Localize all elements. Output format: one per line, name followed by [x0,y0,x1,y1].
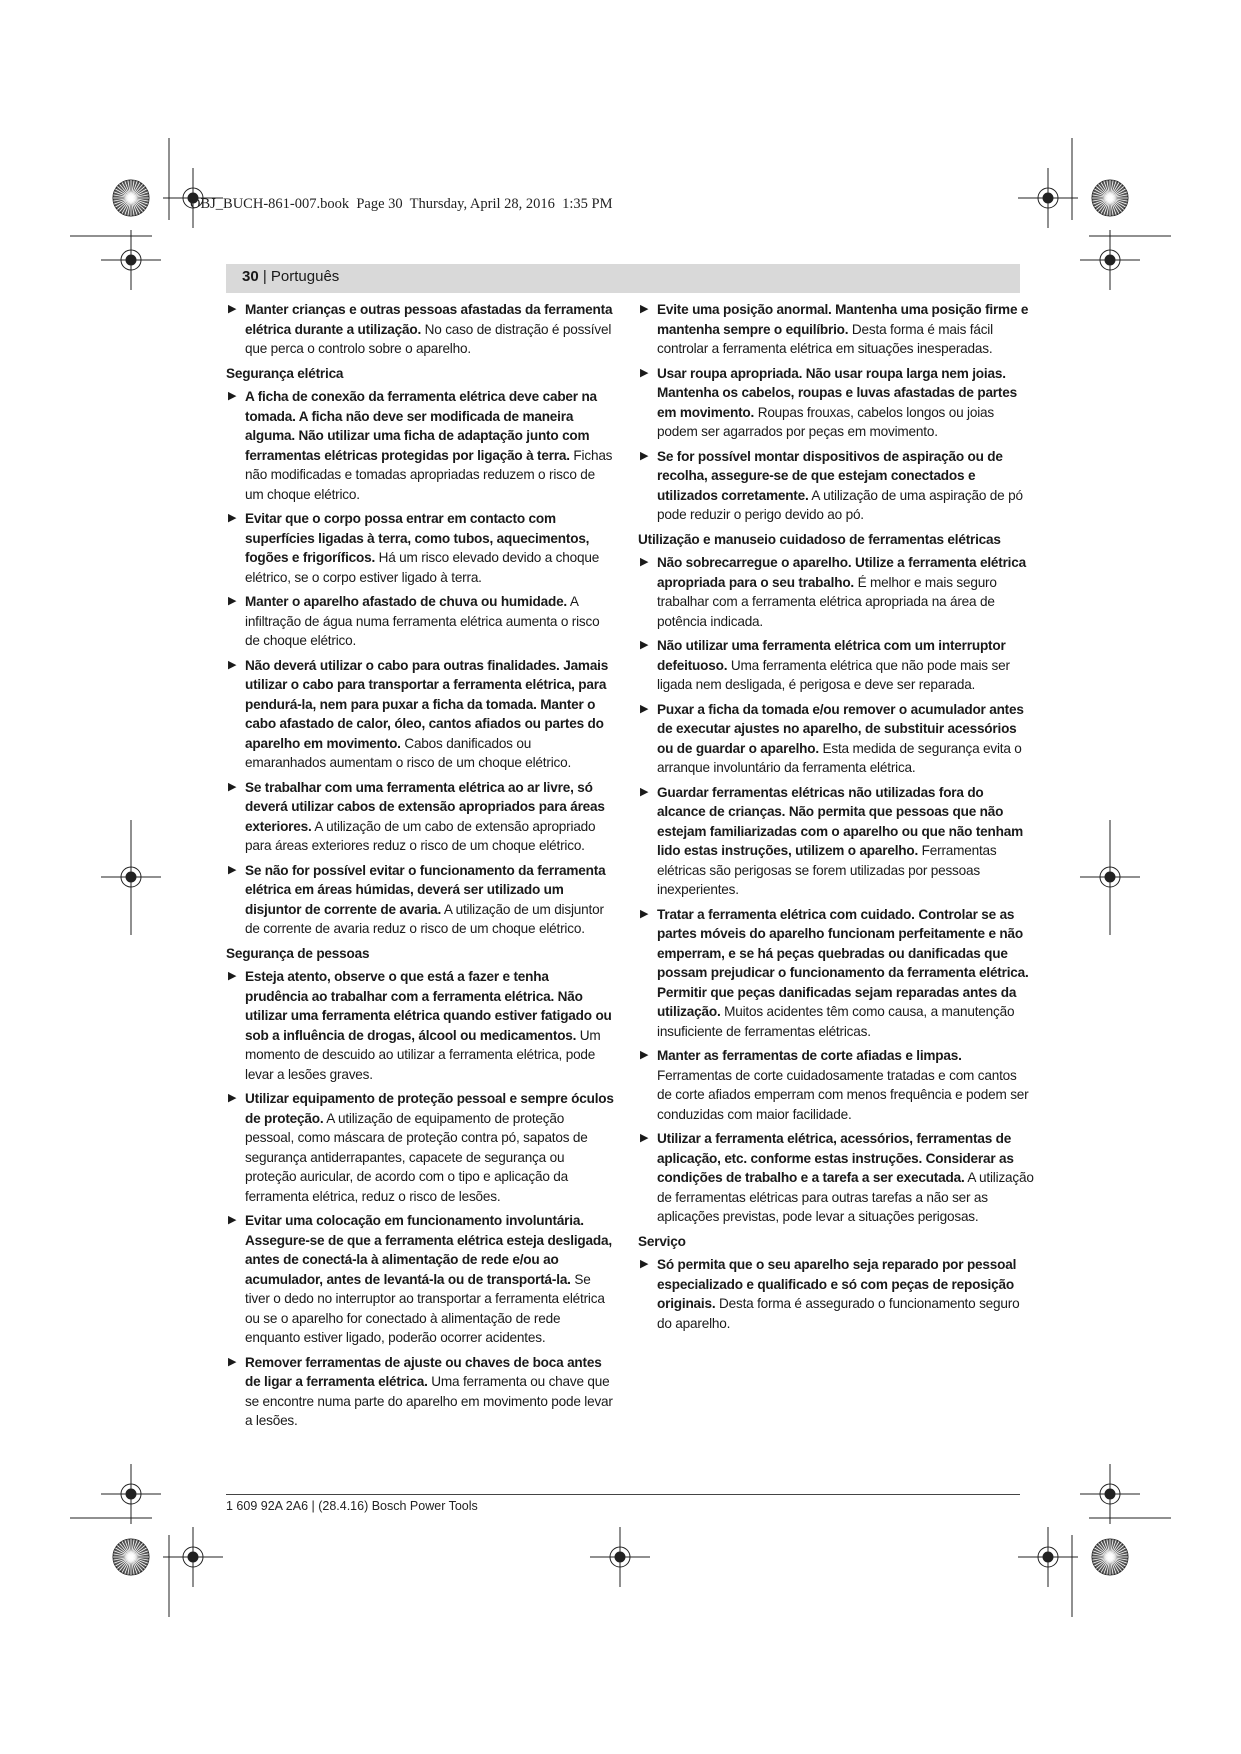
section-heading: Segurança de pessoas [226,945,370,961]
instruction-text: É melhor e mais seguro trabalhar com a ferramenta elétrica apropriada na área de potência indicada. [657,574,997,629]
instruction-bold: Se trabalhar com uma ferramenta elétrica ao ar livre, só deverá utilizar cabos de extensão apropriados para áreas exteriores. [245,779,605,834]
instruction-text: A utilização de ferramentas elétricas para outras tarefas a não ser as aplicações previstas, pode levar a situações perigosas. [657,1170,1034,1224]
triangle-bullet-icon: ▶ [640,702,649,715]
instruction-text: Uma ferramenta ou chave que se encontre numa parte do aparelho em movimento pode levar a lesões. [245,1374,613,1428]
instruction-bold: Manter o aparelho afastado de chuva ou humidade. [245,594,568,609]
instruction-bold: A ficha de conexão da ferramenta elétrica deve caber na tomada. A ficha não deve ser modificada de maneira alguma. Não utilizar uma ficha de adaptação junto com ferramentas elétricas protegidas por ligação à terra. [245,389,597,463]
right-column [638,300,1034,1338]
instruction-text: Cabos danificados ou emaranhados aumentam o risco de um choque elétrico. [245,735,572,770]
triangle-bullet-icon: ▶ [228,658,237,671]
page-header-bar [226,264,1020,293]
instruction-text: No caso de distração é possível que perca o controlo sobre o aparelho. [245,321,612,356]
safety-item [226,778,614,856]
instruction-text: Fichas não modificadas e tomadas apropriadas reduzem o risco de um choque elétrico. [245,447,613,502]
instruction-bold: Se for possível montar dispositivos de aspiração ou de recolha, assegure-se de que estejam conectados e utilizados corretamente. [657,448,1003,503]
instruction-bold: Evite uma posição anormal. Mantenha uma posição firme e mantenha sempre o equilíbrio. [657,302,1029,337]
safety-item [226,300,614,359]
instruction-bold: Evitar uma colocação em funcionamento involuntária. Assegure-se de que a ferramenta elétrica esteja desligada, antes de conectá-la à alimentação de rede e/ou ao acumulador, antes de levantá-la ou de transportá-la. [245,1213,612,1287]
section-heading: Serviço [638,1233,686,1249]
left-column [226,300,614,1436]
instruction-text: Há um risco elevado devido a choque elétrico, se o corpo estiver ligado à terra. [245,550,600,585]
triangle-bullet-icon: ▶ [228,595,237,607]
triangle-bullet-icon: ▶ [228,512,237,524]
triangle-bullet-icon: ▶ [228,780,237,793]
safety-item [226,1211,614,1348]
instruction-text: A utilização de um disjuntor de corrente de avaria reduz o risco de um choque elétrico. [245,901,604,936]
safety-item [226,1089,614,1206]
page-language: Português [270,268,340,285]
triangle-bullet-icon: ▶ [228,390,237,402]
instruction-text: A infiltração de água numa ferramenta elétrica aumenta o risco de choque elétrico. [245,594,600,648]
triangle-bullet-icon: ▶ [640,785,649,798]
instruction-text: Um momento de descuido ao utilizar a ferramenta elétrica, pode levar a lesões graves. [245,1027,601,1082]
instruction-text: A utilização de um cabo de extensão apropriado para áreas exteriores reduz o risco de um choque elétrico. [245,818,596,853]
safety-item [226,1353,614,1431]
safety-item [226,861,614,939]
triangle-bullet-icon: ▶ [640,1132,649,1144]
section-heading: Utilização e manuseio cuidadoso de ferramentas elétricas [638,531,1001,547]
instruction-bold: Guardar ferramentas elétricas não utilizadas fora do alcance de crianças. Não permita que pessoas que não estejam familiarizadas com o aparelho ou que não tenham lido estas instruções, utilizem o aparelho. [657,784,1023,858]
instruction-bold: Remover ferramentas de ajuste ou chaves de boca antes de ligar a ferramenta elétrica. [245,1354,602,1389]
section-heading: Segurança elétrica [226,365,344,381]
instruction-text: A utilização de uma aspiração de pó pode reduzir o perigo devido ao pó. [657,487,1023,522]
instruction-bold: Se não for possível evitar o funcionamento da ferramenta elétrica em áreas húmidas, deverá ser utilizado um disjuntor de corrente de avaria. [245,862,606,917]
triangle-bullet-icon: ▶ [640,556,649,568]
page-header-separator: | [258,268,271,285]
triangle-bullet-icon: ▶ [640,639,649,651]
safety-item [226,509,614,587]
instruction-text: Desta forma é mais fácil controlar a ferramenta elétrica em situações inesperadas. [657,321,993,356]
instruction-bold: Tratar a ferramenta elétrica com cuidado. Controlar se as partes móveis do aparelho funcionam perfeitamente e não emperram, e se há peças quebradas ou danificadas que possam prejudicar o funcionamento da ferramenta elétrica. Permitir que peças danificadas sejam reparadas antes da utilização. [657,906,1029,1019]
safety-item [638,636,1034,695]
instruction-text: Muitos acidentes têm como causa, a manutenção insuficiente de ferramentas elétricas. [657,1004,1015,1039]
instruction-bold: Só permita que o seu aparelho seja reparado por pessoal especializado e qualificado e só com peças de reposição originais. [657,1257,1017,1311]
safety-item [638,783,1034,900]
safety-item [638,905,1034,1042]
instruction-bold: Puxar a ficha da tomada e/ou remover o acumulador antes de executar ajustes no aparelho, de substituir acessórios ou de guardar o aparelho. [657,701,1024,756]
triangle-bullet-icon: ▶ [640,1258,649,1270]
instruction-text: Roupas frouxas, cabelos longos ou joias podem ser agarrados por peças em movimento. [657,404,994,439]
instruction-bold: Manter crianças e outras pessoas afastadas da ferramenta elétrica durante a utilização. [245,302,613,337]
safety-item [638,700,1034,778]
instruction-bold: Manter as ferramentas de corte afiadas e limpas. [657,1048,962,1063]
safety-item [638,300,1034,359]
instruction-text: Esta medida de segurança evita o arranque involuntário da ferramenta elétrica. [657,740,1022,775]
triangle-bullet-icon: ▶ [640,303,649,315]
instruction-bold: Não utilizar uma ferramenta elétrica com um interruptor defeituoso. [657,638,1006,673]
instruction-text: Ferramentas elétricas são perigosas se forem utilizadas por pessoas inexperientes. [657,843,997,897]
safety-item [638,1129,1034,1227]
triangle-bullet-icon: ▶ [228,1214,237,1226]
triangle-bullet-icon: ▶ [640,366,649,379]
safety-item [226,592,614,651]
triangle-bullet-icon: ▶ [228,1355,237,1368]
triangle-bullet-icon: ▶ [228,970,237,982]
instruction-bold: Não deverá utilizar o cabo para outras finalidades. Jamais utilizar o cabo para transportar a ferramenta elétrica, para pendurá-la, nem para puxar a ficha da tomada. Manter o cabo afastado de calor, óleo, cantos afiados ou partes do aparelho em movimento. [245,657,609,751]
safety-item [226,387,614,504]
footer: 1 609 92A 2A6 | (28.4.16) Bosch Power Tools [226,1499,478,1513]
instruction-bold: Utilizar a ferramenta elétrica, acessórios, ferramentas de aplicação, etc. conforme estas instruções. Considerar as condições de trabalho e a tarefa a ser executada. [657,1131,1014,1185]
instruction-text: Ferramentas de corte cuidadosamente tratadas e com cantos de corte afiados emperram com menos frequência e podem ser conduzidas com maior facilidade. [657,1067,1029,1122]
instruction-bold: Evitar que o corpo possa entrar em contacto com superfícies ligadas à terra, como tubos, aquecimentos, fogões e frigoríficos. [245,511,590,565]
triangle-bullet-icon: ▶ [228,863,237,876]
triangle-bullet-icon: ▶ [640,907,649,920]
safety-item [226,656,614,773]
safety-item [638,364,1034,442]
safety-item [638,447,1034,525]
safety-item [638,1255,1034,1333]
triangle-bullet-icon: ▶ [228,303,237,315]
instruction-bold: Não sobrecarregue o aparelho. Utilize a ferramenta elétrica apropriada para o seu trabalho. [657,555,1026,590]
instruction-text: A utilização de equipamento de proteção pessoal, como máscara de proteção contra pó, sapatos de segurança antiderrapantes, capacete de segurança ou proteção auricular, de acordo com o tipo e aplicação da ferramenta elétrica, reduz o risco de lesões. [245,1110,588,1204]
instruction-bold: Utilizar equipamento de proteção pessoal e sempre óculos de proteção. [245,1091,614,1126]
footer-rule [226,1494,1020,1495]
safety-item [638,1046,1034,1124]
instruction-text: Desta forma é assegurado o funcionamento seguro do aparelho. [657,1296,1020,1331]
safety-item [226,967,614,1084]
page-header [242,268,339,285]
triangle-bullet-icon: ▶ [640,1049,649,1061]
instruction-text: Se tiver o dedo no interruptor ao transportar a ferramenta elétrica ou se o aparelho for conectado à alimentação de rede enquanto estiver ligado, poderão ocorrer acidentes. [245,1271,605,1345]
triangle-bullet-icon: ▶ [228,1092,237,1104]
print-header: OBJ_BUCH-861-007.book Page 30 Thursday, April 28, 2016 1:35 PM [190,196,613,212]
instruction-bold: Esteja atento, observe o que está a fazer e tenha prudência ao trabalhar com a ferramenta elétrica. Não utilizar uma ferramenta elétrica quando estiver fatigado ou sob a influência de drogas, álcool ou medicamentos. [245,969,612,1043]
instruction-bold: Usar roupa apropriada. Não usar roupa larga nem joias. Mantenha os cabelos, roupas e luvas afastadas de partes em movimento. [657,365,1017,420]
instruction-text: Uma ferramenta elétrica que não pode mais ser ligada nem desligada, é perigosa e deve ser reparada. [657,657,1010,692]
page-number: 30 [242,268,259,285]
triangle-bullet-icon: ▶ [640,449,649,462]
safety-item [638,553,1034,631]
